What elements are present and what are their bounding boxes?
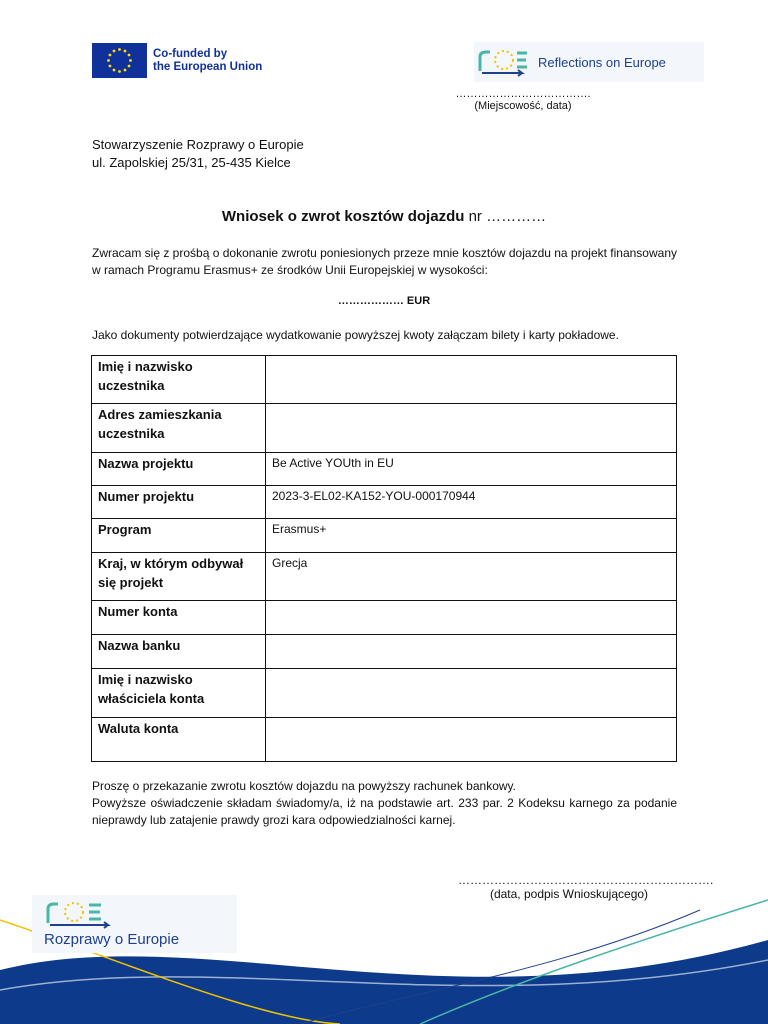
roe-mark-icon xyxy=(474,45,534,79)
place-date-label: (Miejscowość, data) xyxy=(474,100,572,112)
table-row xyxy=(92,553,677,601)
table-row xyxy=(92,404,677,453)
row-value-account-owner[interactable] xyxy=(266,669,677,718)
row-value-account-number[interactable] xyxy=(266,601,677,635)
table-row xyxy=(92,519,677,553)
row-value-account-currency[interactable] xyxy=(266,718,677,762)
footer-logo-text: Rozprawy o Europie xyxy=(44,931,180,948)
table-row xyxy=(92,601,677,635)
roe-footer-mark-icon xyxy=(44,899,124,929)
row-value-program[interactable]: Erasmus+ xyxy=(266,519,677,553)
eu-flag-icon xyxy=(92,43,147,78)
declaration-paragraph: Powyższe oświadczenie składam świadomy/a, iż na podstawie art. 233 par. 2 Kodeksu karnego za podanie nieprawdy lub zatajenie prawdy grozi kara odpowiedzialności karnej. xyxy=(92,796,677,827)
row-value-bank-name[interactable] xyxy=(266,635,677,669)
organization-address xyxy=(92,136,304,172)
declaration-block xyxy=(92,778,677,829)
place-date-field xyxy=(448,88,598,112)
signature-label: (data, podpis Wnioskującego) xyxy=(489,887,649,901)
request-paragraph: Zwracam się z prośbą o dokonanie zwrotu poniesionych przeze mnie kosztów dojazdu na projekt finansowany w ramach Programu Erasmus+ ze środków Unii Europejskiej w wysokości: xyxy=(92,246,677,277)
eu-star-icon xyxy=(128,54,131,57)
organization-street: ul. Zapolskiej 25/31, 25-435 Kielce xyxy=(92,155,291,170)
eu-star-icon xyxy=(109,65,112,68)
row-label-program: Program xyxy=(92,519,266,553)
eu-star-icon xyxy=(118,70,121,73)
row-value-project-name[interactable]: Be Active YOUth in EU xyxy=(266,453,677,486)
table-row xyxy=(92,635,677,669)
table-row xyxy=(92,356,677,404)
eu-logo-text xyxy=(153,48,262,74)
reflections-on-europe-logo xyxy=(474,42,704,82)
eu-star-icon xyxy=(124,50,127,53)
row-value-participant-address[interactable] xyxy=(266,404,677,453)
document-title xyxy=(0,208,768,225)
row-label-country: Kraj, w którym odbywał się projekt xyxy=(92,553,266,601)
table-row xyxy=(92,718,677,762)
eu-star-icon xyxy=(128,65,131,68)
table-row xyxy=(92,486,677,519)
rozprawy-o-europie-logo xyxy=(32,895,237,953)
title-main: Wniosek o zwrot kosztów dojazdu xyxy=(221,208,465,225)
row-label-participant-address: Adres zamieszkania uczestnika xyxy=(92,404,266,453)
eu-cofunded-logo xyxy=(92,42,274,79)
row-label-bank-name: Nazwa banku xyxy=(92,635,266,669)
row-label-participant-name: Imię i nazwisko uczestnika xyxy=(92,356,266,404)
eu-star-icon xyxy=(129,59,132,62)
row-value-country[interactable]: Grecja xyxy=(266,553,677,601)
eu-star-icon xyxy=(109,54,112,57)
row-label-account-currency: Waluta konta xyxy=(92,718,266,762)
row-label-project-name: Nazwa projektu xyxy=(92,453,266,486)
organization-name: Stowarzyszenie Rozprawy o Europie xyxy=(92,137,304,152)
row-label-account-owner: Imię i nazwisko właściciela konta xyxy=(92,669,266,718)
row-value-participant-name[interactable] xyxy=(266,356,677,404)
documents-paragraph: Jako dokumenty potwierdzające wydatkowanie powyższej kwoty załączam bilety i karty pokładowe. xyxy=(92,328,619,342)
eu-star-icon xyxy=(107,59,110,62)
eu-star-icon xyxy=(118,48,121,51)
table-row xyxy=(92,669,677,718)
eu-star-icon xyxy=(113,69,116,72)
eu-star-icon xyxy=(113,50,116,53)
table-row xyxy=(92,453,677,486)
eu-star-icon xyxy=(124,69,127,72)
row-label-account-number: Numer konta xyxy=(92,601,266,635)
transfer-paragraph: Proszę o przekazanie zwrotu kosztów dojazdu na powyższy rachunek bankowy. xyxy=(92,779,516,793)
place-date-dots: ………………………………. xyxy=(455,88,591,100)
eu-logo-line-2: the European Union xyxy=(153,60,263,73)
amount-line: ……………… EUR xyxy=(337,295,431,307)
row-label-project-number: Numer projektu xyxy=(92,486,266,519)
title-number: nr ………… xyxy=(464,208,547,225)
applicant-data-table xyxy=(91,355,677,762)
roe-logo-text: Reflections on Europe xyxy=(538,54,666,70)
signature-dots: ………………………………………………………. xyxy=(458,873,714,887)
row-value-project-number[interactable]: 2023-3-EL02-KA152-YOU-000170944 xyxy=(266,486,677,519)
eu-logo-line-1: Co-funded by xyxy=(153,47,228,60)
